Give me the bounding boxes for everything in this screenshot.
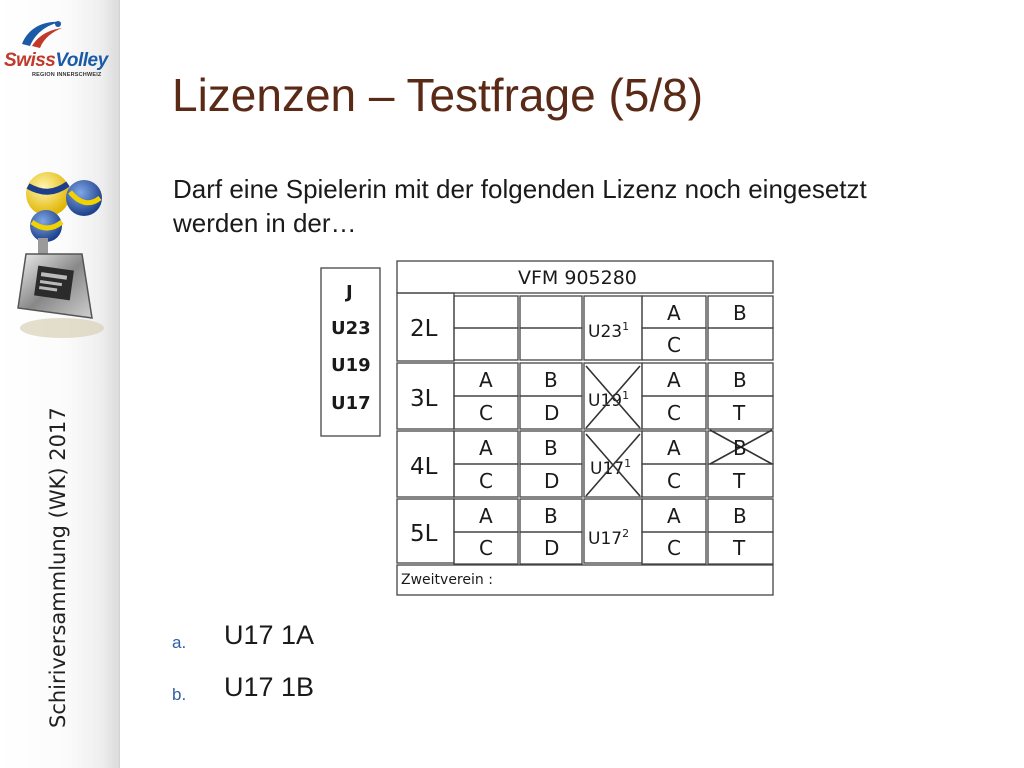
cell-letter: A bbox=[667, 504, 681, 528]
youth-sup: 1 bbox=[624, 457, 632, 470]
logo-swiss-text: Swiss bbox=[4, 50, 56, 71]
cell-letter: T bbox=[733, 536, 746, 560]
sidebar-divider bbox=[117, 0, 120, 768]
cell-letter: C bbox=[667, 401, 681, 425]
cell-letter: C bbox=[479, 536, 493, 560]
cell-letter: B bbox=[544, 368, 558, 392]
youth-label-u17: U17 bbox=[590, 459, 625, 479]
cell-letter: C bbox=[479, 401, 493, 425]
cell-letter: B bbox=[544, 504, 558, 528]
license-card bbox=[318, 258, 778, 600]
youth-sup: 2 bbox=[622, 527, 630, 540]
cell-letter: A bbox=[479, 504, 493, 528]
cell-letter: D bbox=[544, 469, 560, 493]
cell-letter: T bbox=[733, 401, 746, 425]
cell-letter: A bbox=[479, 368, 493, 392]
slide-title: Lizenzen – Testfrage (5/8) bbox=[172, 69, 704, 121]
whistle-volleyball-icon bbox=[8, 168, 112, 344]
category-label: J bbox=[346, 282, 353, 303]
cell-letter: A bbox=[667, 436, 681, 460]
category-label: U23 bbox=[331, 318, 371, 339]
cell-letter: B bbox=[544, 436, 558, 460]
answer-marker: a. bbox=[172, 633, 187, 652]
answer-text: U17 1A bbox=[224, 620, 315, 650]
second-club-label: Zweitverein : bbox=[401, 572, 493, 588]
ab-cells bbox=[454, 296, 582, 564]
league-label: 5L bbox=[410, 521, 438, 547]
right-cells bbox=[642, 296, 773, 564]
category-label: U19 bbox=[331, 355, 371, 376]
cell-letter: A bbox=[667, 368, 681, 392]
cell-letter: D bbox=[544, 536, 560, 560]
cell-letter: C bbox=[667, 536, 681, 560]
youth-sup: 1 bbox=[622, 320, 630, 333]
cell-letter: A bbox=[479, 436, 493, 460]
league-label: 4L bbox=[410, 454, 438, 480]
cell-letter: C bbox=[667, 469, 681, 493]
answer-text: U17 1B bbox=[224, 672, 315, 702]
cell-letter: B bbox=[733, 368, 747, 392]
logo-swoosh-icon bbox=[18, 18, 66, 50]
youth-sup: 1 bbox=[622, 389, 630, 402]
cell-letter: D bbox=[544, 401, 560, 425]
event-caption: Schiriversammlung (WK) 2017 bbox=[46, 407, 70, 728]
answer-marker: b. bbox=[172, 685, 187, 704]
youth-labels bbox=[588, 320, 631, 549]
swissvolley-logo bbox=[2, 18, 114, 78]
cell-letter: B bbox=[733, 436, 747, 460]
youth-label-u23: U23 bbox=[588, 322, 623, 342]
cell-letter: B bbox=[733, 504, 747, 528]
cell-letter: C bbox=[479, 469, 493, 493]
youth-label-u19: U19 bbox=[588, 391, 623, 411]
league-label: 3L bbox=[410, 386, 438, 412]
cell-letter: T bbox=[733, 469, 746, 493]
logo-volley-text: Volley bbox=[55, 50, 108, 71]
youth-label-u17: U17 bbox=[588, 529, 623, 549]
cell-letter: C bbox=[667, 333, 681, 357]
svg-text:U231 bbox=[588, 320, 629, 342]
logo-region-text: REGION INNERSCHWEIZ bbox=[32, 72, 102, 78]
license-number: VFM 905280 bbox=[518, 267, 637, 289]
category-labels bbox=[331, 282, 371, 414]
question-text: Darf eine Spielerin mit der folgenden Lizenz noch eingesetzt werden in der… bbox=[173, 174, 867, 238]
logo-wordmark bbox=[4, 50, 108, 72]
cell-letter: A bbox=[667, 301, 681, 325]
league-label: 2L bbox=[410, 316, 438, 342]
cell-letter: B bbox=[733, 301, 747, 325]
svg-text:U172 bbox=[588, 527, 629, 549]
category-label: U17 bbox=[331, 393, 371, 414]
